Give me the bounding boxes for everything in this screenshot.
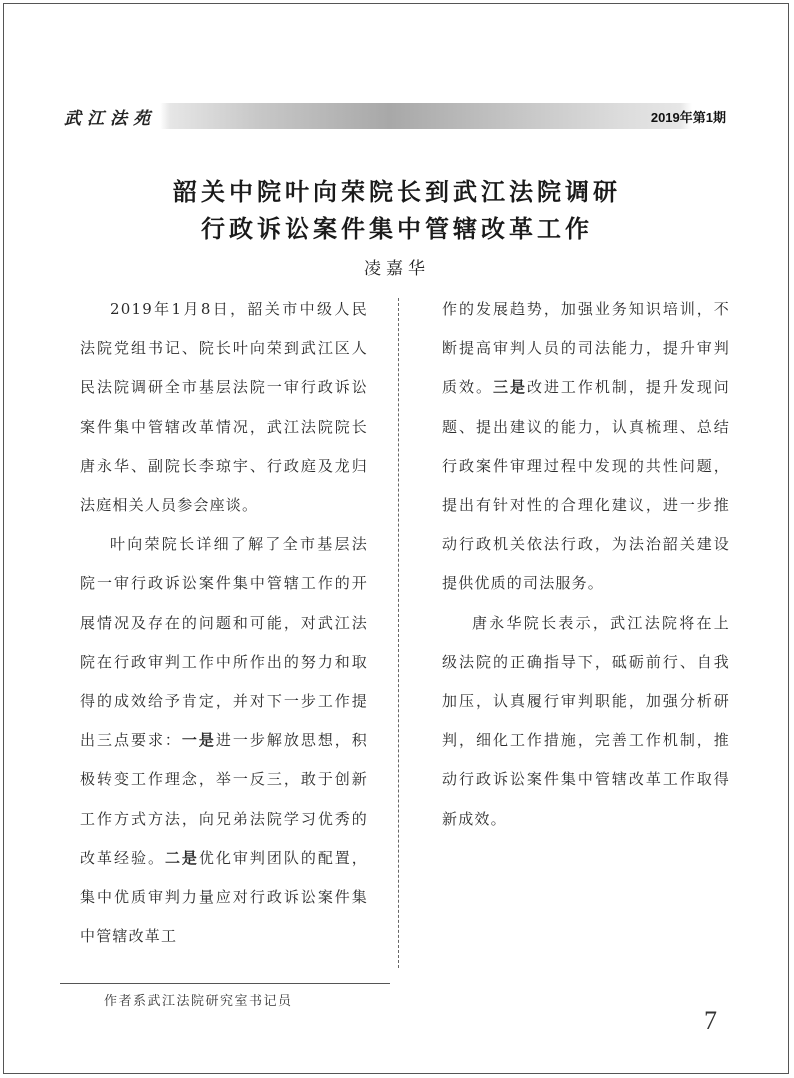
point-1-label: 一是 — [181, 731, 216, 750]
paragraph-3: 唐永华院长表示，武江法院将在上级法院的正确指导下，砥砺前行、自我加压，认真履行审判职能，加强分析研判，细化工作措施，完善工作机制，推动行政诉讼案件集中管辖改革工作取得新成效。 — [442, 613, 730, 828]
header-band — [60, 103, 732, 129]
issue-label: 2019年第1期 — [650, 110, 726, 125]
paragraph-2 — [80, 525, 368, 956]
article-title-line1: 韶关中院叶向荣院长到武江法院调研 — [173, 178, 621, 206]
paragraph-2-intro: 叶向荣院长详细了解了全市基层法院一审行政诉讼案件集中管辖工作的开展情况及存在的问题和可能，对武江法院在行政审判工作中所作出的努力和取得的成效给予肯定，并对下一步工作提出三点要求： — [80, 535, 368, 750]
article-title-line2: 行政诉讼案件集中管辖改革工作 — [201, 215, 593, 243]
author-footnote: 作者系武江法院研究室书记员 — [104, 994, 293, 1009]
point-3-text: 改进工作机制，提升发现问题、提出建议的能力，认真梳理、总结行政案件审理过程中发现的共性问题，提出有针对性的合理化建议，进一步推动行政机关依法行政，为法治韶关建设提供优质的司法服务。 — [442, 378, 731, 593]
point-2-text-cont: 作的发展趋势，加强业务知识培训，不断提高审判人员的司法能力，提升审判质效。 — [442, 300, 730, 397]
column-divider — [398, 298, 399, 968]
point-3-label: 三是 — [492, 378, 527, 397]
paragraph-1: 2019年1月8日，韶关市中级人民法院党组书记、院长叶向荣到武江区人民法院调研全市基层法院一审行政诉讼案件集中管辖改革情况，武江法院院长唐永华、副院长李琼宇、行政庭及龙归法庭相关人员参会座谈。 — [80, 300, 368, 515]
right-column — [442, 290, 730, 839]
point-2-text: 优化审判团队的配置，集中优质审判力量应对行政诉讼案件集中管辖改革工 — [80, 848, 368, 946]
point-1-text: 进一步解放思想，积极转变工作理念，举一反三，敢于创新工作方式方法，向兄弟法院学习优秀的改革经验。 — [80, 731, 368, 867]
paragraph-2-continued — [442, 290, 730, 604]
journal-name: 武江法苑 — [64, 109, 156, 129]
page-number: 7 — [704, 1006, 717, 1035]
left-column — [80, 290, 368, 956]
footnote-rule — [60, 983, 390, 984]
point-2-label: 二是 — [164, 848, 199, 867]
article-author: 凌嘉华 — [364, 259, 430, 279]
